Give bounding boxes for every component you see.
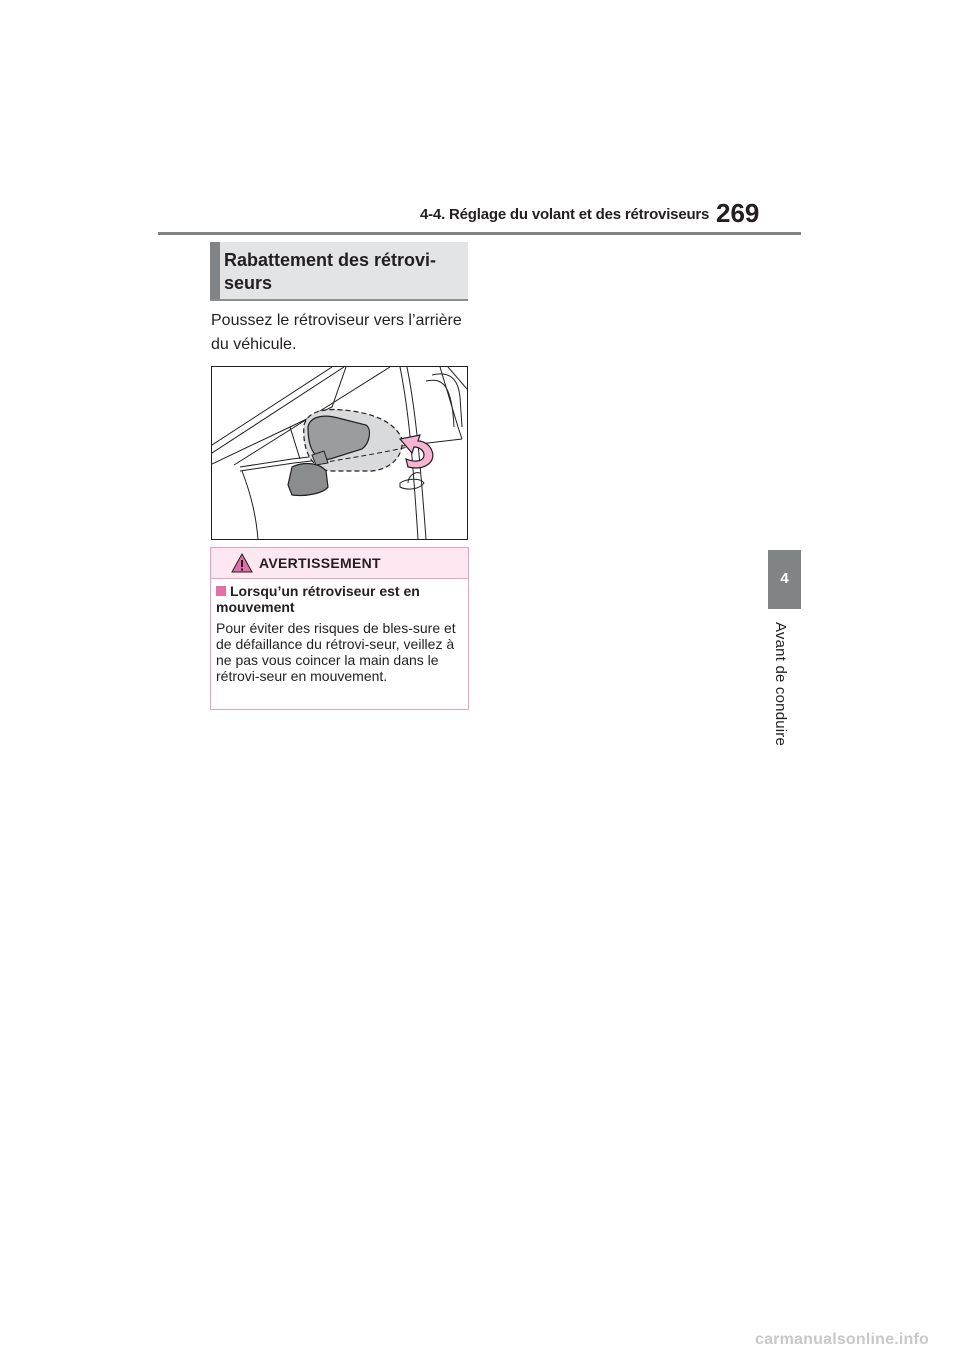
page-number: 269 xyxy=(716,198,760,228)
mirror-folding-illustration xyxy=(211,366,468,540)
warning-triangle-icon xyxy=(231,553,253,573)
square-bullet-icon xyxy=(216,586,226,596)
section-heading-text: Rabattement des rétrovi-seurs xyxy=(224,250,437,293)
warning-box xyxy=(210,547,469,710)
fold-direction-arrow-icon xyxy=(400,435,433,468)
warning-header xyxy=(211,548,468,579)
mirror-folding-drawing xyxy=(212,367,467,539)
warning-body: Pour éviter des risques de bles-sure et de défaillance du rétrovi-seur, veillez à ne pas vous coincer la main dans le rétrovi-seur en mouvement. xyxy=(216,620,456,684)
warning-item-title: Lorsqu’un rétroviseur est en mouvement xyxy=(216,583,420,615)
header-rule xyxy=(158,232,801,235)
section-heading xyxy=(210,242,468,301)
chapter-tab xyxy=(768,550,801,609)
warning-item xyxy=(216,583,466,615)
instruction-text: Poussez le rétroviseur vers l’arrière du véhicule. xyxy=(211,312,462,353)
section-heading-bar xyxy=(210,242,220,299)
watermark: carmanualsonline.info xyxy=(755,1331,930,1348)
chapter-label: Avant de conduire xyxy=(772,622,789,747)
chapter-number: 4 xyxy=(780,570,789,587)
warning-title: AVERTISSEMENT xyxy=(259,555,381,571)
running-header-title: 4-4. Réglage du volant et des rétroviseurs xyxy=(420,206,710,223)
